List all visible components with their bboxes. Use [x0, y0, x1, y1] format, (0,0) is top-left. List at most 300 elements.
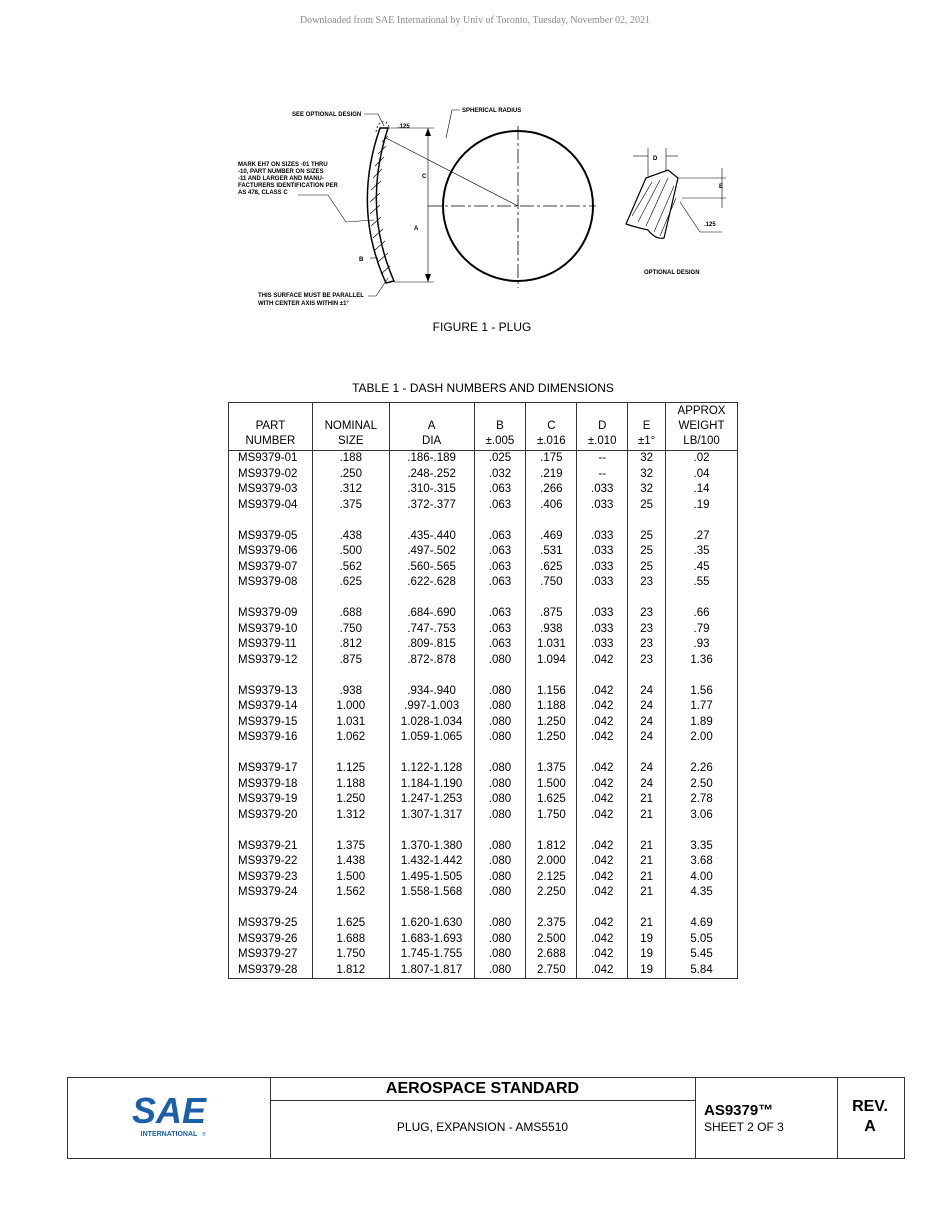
cell-part-number: MS9379-07: [229, 560, 313, 576]
cell-c: .406: [526, 498, 577, 514]
spacer-cell: [312, 591, 389, 607]
cell-b: .080: [474, 839, 526, 855]
cell-nominal-size: .250: [312, 467, 389, 483]
cell-c: 2.750: [526, 963, 577, 979]
cell-b: .080: [474, 947, 526, 963]
cell-d: .042: [577, 854, 628, 870]
cell-b: .032: [474, 467, 526, 483]
cell-e: 25: [628, 544, 666, 560]
spacer-cell: [229, 823, 313, 839]
document-type: AEROSPACE STANDARD: [270, 1078, 695, 1101]
cell-d: .033: [577, 606, 628, 622]
cell-weight: .14: [666, 482, 738, 498]
cell-a-dia: 1.683-1.693: [389, 932, 474, 948]
dimensions-table: [228, 402, 738, 979]
spacer-cell: [526, 668, 577, 684]
cell-b: .080: [474, 963, 526, 979]
cell-e: 24: [628, 684, 666, 700]
cell-nominal-size: 1.375: [312, 839, 389, 855]
cell-c: 2.375: [526, 916, 577, 932]
spacer-cell: [312, 513, 389, 529]
cell-part-number: MS9379-16: [229, 730, 313, 746]
cell-d: .033: [577, 622, 628, 638]
spherical-radius-leader: [446, 110, 460, 138]
table-row: [229, 622, 738, 638]
cell-part-number: MS9379-13: [229, 684, 313, 700]
cell-d: .042: [577, 870, 628, 886]
cell-b: .063: [474, 637, 526, 653]
cell-nominal-size: .375: [312, 498, 389, 514]
cell-weight: .19: [666, 498, 738, 514]
cell-nominal-size: 1.188: [312, 777, 389, 793]
cell-e: 32: [628, 482, 666, 498]
cell-e: 23: [628, 622, 666, 638]
cell-c: 1.031: [526, 637, 577, 653]
cell-d: .033: [577, 544, 628, 560]
spacer-cell: [389, 591, 474, 607]
cell-weight: 2.78: [666, 792, 738, 808]
spacer-cell: [312, 901, 389, 917]
cell-nominal-size: 1.750: [312, 947, 389, 963]
cell-b: .063: [474, 606, 526, 622]
cell-c: 2.500: [526, 932, 577, 948]
cell-c: .175: [526, 451, 577, 467]
spacer-cell: [474, 746, 526, 762]
cell-a-dia: .747-.753: [389, 622, 474, 638]
cell-e: 24: [628, 761, 666, 777]
table-row: [229, 467, 738, 483]
cell-e: 19: [628, 947, 666, 963]
cell-d: .042: [577, 947, 628, 963]
cell-part-number: MS9379-28: [229, 963, 313, 979]
spacer-cell: [526, 823, 577, 839]
cell-a-dia: .622-.628: [389, 575, 474, 591]
group-spacer-row: [229, 668, 738, 684]
cell-e: 25: [628, 498, 666, 514]
cell-nominal-size: .875: [312, 653, 389, 669]
see-optional-label: SEE OPTIONAL DESIGN: [292, 112, 362, 118]
cell-c: .750: [526, 575, 577, 591]
plug-figure: [228, 98, 748, 318]
cell-e: 19: [628, 963, 666, 979]
cell-e: 24: [628, 715, 666, 731]
cell-d: .042: [577, 792, 628, 808]
mark-leader: [298, 195, 374, 222]
cell-weight: 3.06: [666, 808, 738, 824]
cell-part-number: MS9379-24: [229, 885, 313, 901]
cell-weight: 2.50: [666, 777, 738, 793]
cell-nominal-size: .750: [312, 622, 389, 638]
cell-e: 21: [628, 808, 666, 824]
cell-part-number: MS9379-10: [229, 622, 313, 638]
group-spacer-row: [229, 746, 738, 762]
cell-weight: .93: [666, 637, 738, 653]
cell-d: .042: [577, 777, 628, 793]
cell-d: .042: [577, 839, 628, 855]
cell-nominal-size: .500: [312, 544, 389, 560]
sae-registered-mark: ®: [202, 1132, 206, 1138]
cell-b: .080: [474, 761, 526, 777]
cell-a-dia: 1.059-1.065: [389, 730, 474, 746]
table-row: [229, 575, 738, 591]
cell-d: .042: [577, 715, 628, 731]
cell-c: .531: [526, 544, 577, 560]
spacer-cell: [474, 591, 526, 607]
header-e: E ±1°: [628, 403, 666, 451]
cell-b: .080: [474, 932, 526, 948]
spacer-cell: [229, 901, 313, 917]
spacer-cell: [526, 591, 577, 607]
cell-weight: 4.35: [666, 885, 738, 901]
cell-a-dia: .997-1.003: [389, 699, 474, 715]
group-spacer-row: [229, 591, 738, 607]
spacer-cell: [666, 668, 738, 684]
c-label: C: [422, 174, 427, 180]
d-label: D: [653, 156, 658, 162]
cell-d: .033: [577, 560, 628, 576]
spacer-cell: [577, 591, 628, 607]
cell-b: .080: [474, 653, 526, 669]
spacer-cell: [526, 901, 577, 917]
cell-weight: .27: [666, 529, 738, 545]
revision-label: REV.: [852, 1098, 888, 1115]
cell-part-number: MS9379-11: [229, 637, 313, 653]
cell-d: .042: [577, 761, 628, 777]
cell-a-dia: 1.495-1.505: [389, 870, 474, 886]
cell-d: .042: [577, 699, 628, 715]
e-label: E: [719, 184, 724, 190]
cell-part-number: MS9379-02: [229, 467, 313, 483]
cell-a-dia: 1.807-1.817: [389, 963, 474, 979]
cell-c: .266: [526, 482, 577, 498]
cell-a-dia: .310-.315: [389, 482, 474, 498]
cell-a-dia: .186-.189: [389, 451, 474, 467]
spacer-cell: [229, 668, 313, 684]
cell-part-number: MS9379-14: [229, 699, 313, 715]
cell-b: .080: [474, 916, 526, 932]
mark-line-5: AS 478, CLASS C: [238, 190, 288, 196]
table-row: [229, 792, 738, 808]
cell-part-number: MS9379-09: [229, 606, 313, 622]
cell-d: .042: [577, 932, 628, 948]
table-row: [229, 839, 738, 855]
cell-c: .469: [526, 529, 577, 545]
cell-nominal-size: 1.250: [312, 792, 389, 808]
spacer-cell: [229, 513, 313, 529]
cell-a-dia: 1.558-1.568: [389, 885, 474, 901]
cell-b: .063: [474, 498, 526, 514]
cell-nominal-size: 1.312: [312, 808, 389, 824]
cell-e: 32: [628, 451, 666, 467]
cell-part-number: MS9379-15: [229, 715, 313, 731]
cell-weight: 1.89: [666, 715, 738, 731]
surface-line-2: WITH CENTER AXIS WITHIN ±1°: [258, 301, 349, 307]
spacer-cell: [526, 513, 577, 529]
cell-e: 23: [628, 653, 666, 669]
table-row: [229, 854, 738, 870]
cell-b: .080: [474, 699, 526, 715]
cell-nominal-size: 1.500: [312, 870, 389, 886]
a-label: A: [414, 226, 419, 232]
header-part-number: PART NUMBER: [229, 403, 313, 451]
cell-part-number: MS9379-20: [229, 808, 313, 824]
spacer-cell: [628, 746, 666, 762]
sae-logo-icon: [68, 1078, 270, 1158]
spacer-cell: [312, 668, 389, 684]
cell-nominal-size: 1.562: [312, 885, 389, 901]
table-row: [229, 870, 738, 886]
cell-c: 1.625: [526, 792, 577, 808]
mark-line-2: -10, PART NUMBER ON SIZES: [238, 169, 324, 175]
cell-weight: 1.36: [666, 653, 738, 669]
cell-c: 1.094: [526, 653, 577, 669]
header-d: D ±.010: [577, 403, 628, 451]
cell-a-dia: 1.370-1.380: [389, 839, 474, 855]
cell-e: 21: [628, 792, 666, 808]
cell-a-dia: 1.028-1.034: [389, 715, 474, 731]
spacer-cell: [577, 823, 628, 839]
cell-a-dia: .684-.690: [389, 606, 474, 622]
cell-c: 2.000: [526, 854, 577, 870]
optional-design-detail: [626, 148, 726, 276]
cell-nominal-size: 1.125: [312, 761, 389, 777]
cell-b: .080: [474, 808, 526, 824]
cell-b: .080: [474, 870, 526, 886]
cell-part-number: MS9379-22: [229, 854, 313, 870]
cell-nominal-size: 1.625: [312, 916, 389, 932]
cell-b: .063: [474, 544, 526, 560]
table-row: [229, 777, 738, 793]
cell-e: 25: [628, 560, 666, 576]
group-spacer-row: [229, 901, 738, 917]
cell-d: .033: [577, 575, 628, 591]
cell-nominal-size: .312: [312, 482, 389, 498]
spacer-cell: [229, 746, 313, 762]
mark-line-1: MARK EH7 ON SIZES -01 THRU: [238, 162, 328, 168]
header-weight: APPROX WEIGHT LB/100: [666, 403, 738, 451]
cell-e: 25: [628, 529, 666, 545]
cell-c: 2.125: [526, 870, 577, 886]
cell-a-dia: 1.620-1.630: [389, 916, 474, 932]
cell-nominal-size: .688: [312, 606, 389, 622]
cell-c: .219: [526, 467, 577, 483]
cell-a-dia: .560-.565: [389, 560, 474, 576]
cell-d: .042: [577, 808, 628, 824]
document-number: AS9379™: [704, 1102, 774, 1119]
cell-b: .063: [474, 575, 526, 591]
spacer-cell: [474, 513, 526, 529]
table-row: [229, 544, 738, 560]
cell-weight: .45: [666, 560, 738, 576]
plug-drawing: [228, 98, 748, 318]
table-row: [229, 730, 738, 746]
table-row: [229, 761, 738, 777]
cell-weight: .04: [666, 467, 738, 483]
spacer-cell: [474, 668, 526, 684]
cell-part-number: MS9379-18: [229, 777, 313, 793]
cell-nominal-size: 1.438: [312, 854, 389, 870]
title-block: [67, 1077, 905, 1159]
cell-weight: 5.05: [666, 932, 738, 948]
cell-a-dia: .435-.440: [389, 529, 474, 545]
cell-weight: 1.56: [666, 684, 738, 700]
cell-part-number: MS9379-27: [229, 947, 313, 963]
cell-e: 21: [628, 885, 666, 901]
optional-design-label: OPTIONAL DESIGN: [644, 270, 700, 276]
cell-e: 19: [628, 932, 666, 948]
mark-line-3: -11 AND LARGER AND MANU-: [238, 176, 324, 182]
cell-b: .080: [474, 854, 526, 870]
cell-part-number: MS9379-23: [229, 870, 313, 886]
cell-weight: 1.77: [666, 699, 738, 715]
cell-d: .033: [577, 637, 628, 653]
radius-c-line: [386, 138, 518, 206]
spacer-cell: [389, 668, 474, 684]
cell-part-number: MS9379-19: [229, 792, 313, 808]
spacer-cell: [577, 746, 628, 762]
cell-e: 24: [628, 730, 666, 746]
sheet-number: SHEET 2 OF 3: [704, 1120, 784, 1134]
cell-nominal-size: 1.812: [312, 963, 389, 979]
cell-a-dia: 1.247-1.253: [389, 792, 474, 808]
spacer-cell: [389, 823, 474, 839]
cell-b: .063: [474, 529, 526, 545]
download-note: Downloaded from SAE International by Univ of Toronto, Tuesday, November 02, 2021: [299, 15, 651, 26]
cell-a-dia: .809-.815: [389, 637, 474, 653]
cell-d: .042: [577, 730, 628, 746]
cell-c: 1.156: [526, 684, 577, 700]
cell-d: .033: [577, 498, 628, 514]
table-row: [229, 653, 738, 669]
cell-e: 21: [628, 916, 666, 932]
cell-a-dia: .934-.940: [389, 684, 474, 700]
revision-cell: [836, 1078, 904, 1158]
header-a-dia: A DIA: [389, 403, 474, 451]
spacer-cell: [666, 746, 738, 762]
cell-nominal-size: .812: [312, 637, 389, 653]
spacer-cell: [666, 513, 738, 529]
spacer-cell: [628, 591, 666, 607]
cell-a-dia: 1.307-1.317: [389, 808, 474, 824]
cell-b: .080: [474, 684, 526, 700]
cell-weight: 4.69: [666, 916, 738, 932]
cell-weight: .66: [666, 606, 738, 622]
cell-c: 1.250: [526, 715, 577, 731]
cell-part-number: MS9379-17: [229, 761, 313, 777]
table-row: [229, 963, 738, 979]
angle-125-label: .125: [398, 124, 410, 130]
document-number-cell: [695, 1078, 838, 1158]
b-label: B: [359, 257, 364, 263]
opt-125-label: .125: [704, 222, 716, 228]
cell-a-dia: .248-.252: [389, 467, 474, 483]
cell-b: .025: [474, 451, 526, 467]
cell-d: .033: [577, 529, 628, 545]
cell-c: 2.688: [526, 947, 577, 963]
revision-value: A: [864, 1118, 876, 1135]
cell-e: 21: [628, 854, 666, 870]
table-row: [229, 498, 738, 514]
cell-c: 1.375: [526, 761, 577, 777]
cell-b: .080: [474, 777, 526, 793]
cell-part-number: MS9379-05: [229, 529, 313, 545]
spacer-cell: [474, 901, 526, 917]
cell-part-number: MS9379-01: [229, 451, 313, 467]
cell-nominal-size: .938: [312, 684, 389, 700]
cell-a-dia: .372-.377: [389, 498, 474, 514]
cell-weight: .79: [666, 622, 738, 638]
table-row: [229, 637, 738, 653]
cell-weight: 3.35: [666, 839, 738, 855]
spacer-cell: [474, 823, 526, 839]
cell-c: .625: [526, 560, 577, 576]
spacer-cell: [628, 823, 666, 839]
cell-d: --: [577, 451, 628, 467]
document-subtitle: PLUG, EXPANSION - AMS5510: [396, 1120, 569, 1134]
cell-e: 32: [628, 467, 666, 483]
spacer-cell: [312, 746, 389, 762]
sae-logo-subtext: INTERNATIONAL: [140, 1131, 198, 1138]
table-row: [229, 482, 738, 498]
cell-e: 21: [628, 839, 666, 855]
figure-caption: FIGURE 1 - PLUG: [432, 320, 532, 334]
cell-a-dia: .872-.878: [389, 653, 474, 669]
cell-c: 1.188: [526, 699, 577, 715]
spherical-radius-label: SPHERICAL RADIUS: [462, 108, 522, 114]
spacer-cell: [389, 746, 474, 762]
cell-weight: 5.45: [666, 947, 738, 963]
surface-line-1: THIS SURFACE MUST BE PARALLEL: [258, 293, 364, 299]
cell-part-number: MS9379-06: [229, 544, 313, 560]
cell-b: .080: [474, 715, 526, 731]
cell-part-number: MS9379-03: [229, 482, 313, 498]
sae-logo-text: SAE: [131, 1090, 207, 1131]
cell-d: .042: [577, 885, 628, 901]
cell-part-number: MS9379-04: [229, 498, 313, 514]
cell-part-number: MS9379-26: [229, 932, 313, 948]
cell-b: .063: [474, 482, 526, 498]
cell-b: .080: [474, 792, 526, 808]
table-row: [229, 699, 738, 715]
cell-a-dia: 1.432-1.442: [389, 854, 474, 870]
cell-c: 1.750: [526, 808, 577, 824]
cell-weight: 2.00: [666, 730, 738, 746]
table-row: [229, 560, 738, 576]
see-optional-leader: [364, 114, 384, 126]
cell-c: 1.812: [526, 839, 577, 855]
group-spacer-row: [229, 513, 738, 529]
cell-weight: .35: [666, 544, 738, 560]
cell-a-dia: 1.745-1.755: [389, 947, 474, 963]
sae-logo: [68, 1078, 271, 1158]
header-nominal-size: NOMINAL SIZE: [312, 403, 389, 451]
cell-b: .063: [474, 622, 526, 638]
cell-a-dia: 1.122-1.128: [389, 761, 474, 777]
cell-e: 23: [628, 575, 666, 591]
table-row: [229, 684, 738, 700]
table-header-row: [229, 403, 738, 451]
spacer-cell: [312, 823, 389, 839]
cell-d: .042: [577, 963, 628, 979]
table-row: [229, 885, 738, 901]
cell-weight: .55: [666, 575, 738, 591]
cell-e: 23: [628, 637, 666, 653]
cell-c: .938: [526, 622, 577, 638]
cell-nominal-size: .625: [312, 575, 389, 591]
cell-weight: 5.84: [666, 963, 738, 979]
spacer-cell: [666, 591, 738, 607]
cell-nominal-size: .188: [312, 451, 389, 467]
